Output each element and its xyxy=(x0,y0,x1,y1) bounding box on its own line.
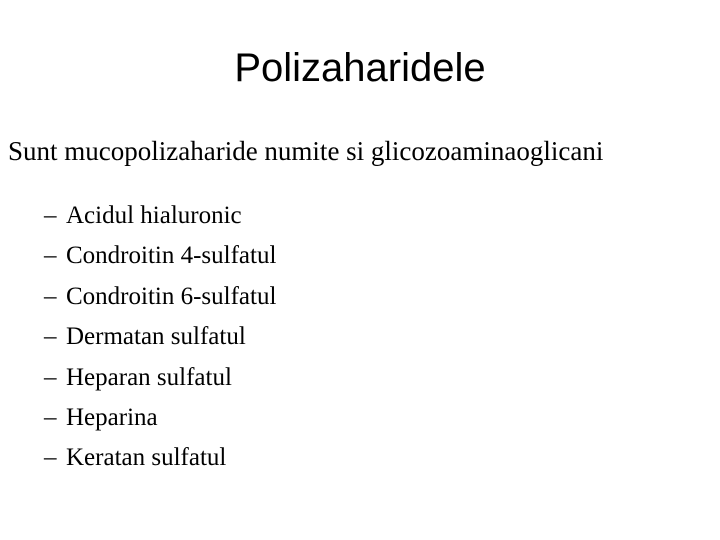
dash-bullet: – xyxy=(44,242,57,270)
list-item-label: Acidul hialuronic xyxy=(66,202,242,229)
list-item xyxy=(44,236,276,276)
dash-bullet: – xyxy=(44,363,57,391)
list-item-label: Heparina xyxy=(66,403,158,431)
dash-bullet: – xyxy=(44,323,57,351)
bullet-list xyxy=(44,196,276,479)
dash-bullet: – xyxy=(44,202,57,229)
list-item-label: Heparan sulfatul xyxy=(66,363,232,391)
dash-bullet: – xyxy=(44,282,57,310)
list-item xyxy=(44,277,276,317)
list-item-label: Condroitin 6-sulfatul xyxy=(66,282,277,310)
slide-subtitle: Sunt mucopolizaharide numite si glicozoaminaoglicani xyxy=(8,136,604,166)
list-item-label: Dermatan sulfatul xyxy=(66,323,246,351)
list-item xyxy=(44,438,276,478)
list-item-label: Keratan sulfatul xyxy=(66,444,227,472)
list-item xyxy=(44,317,276,357)
list-item-label: Condroitin 4-sulfatul xyxy=(66,242,277,270)
list-item xyxy=(44,196,276,236)
dash-bullet: – xyxy=(44,403,57,431)
slide-title: Polizaharidele xyxy=(234,46,486,90)
list-item xyxy=(44,358,276,398)
list-item xyxy=(44,398,276,438)
dash-bullet: – xyxy=(44,444,57,472)
